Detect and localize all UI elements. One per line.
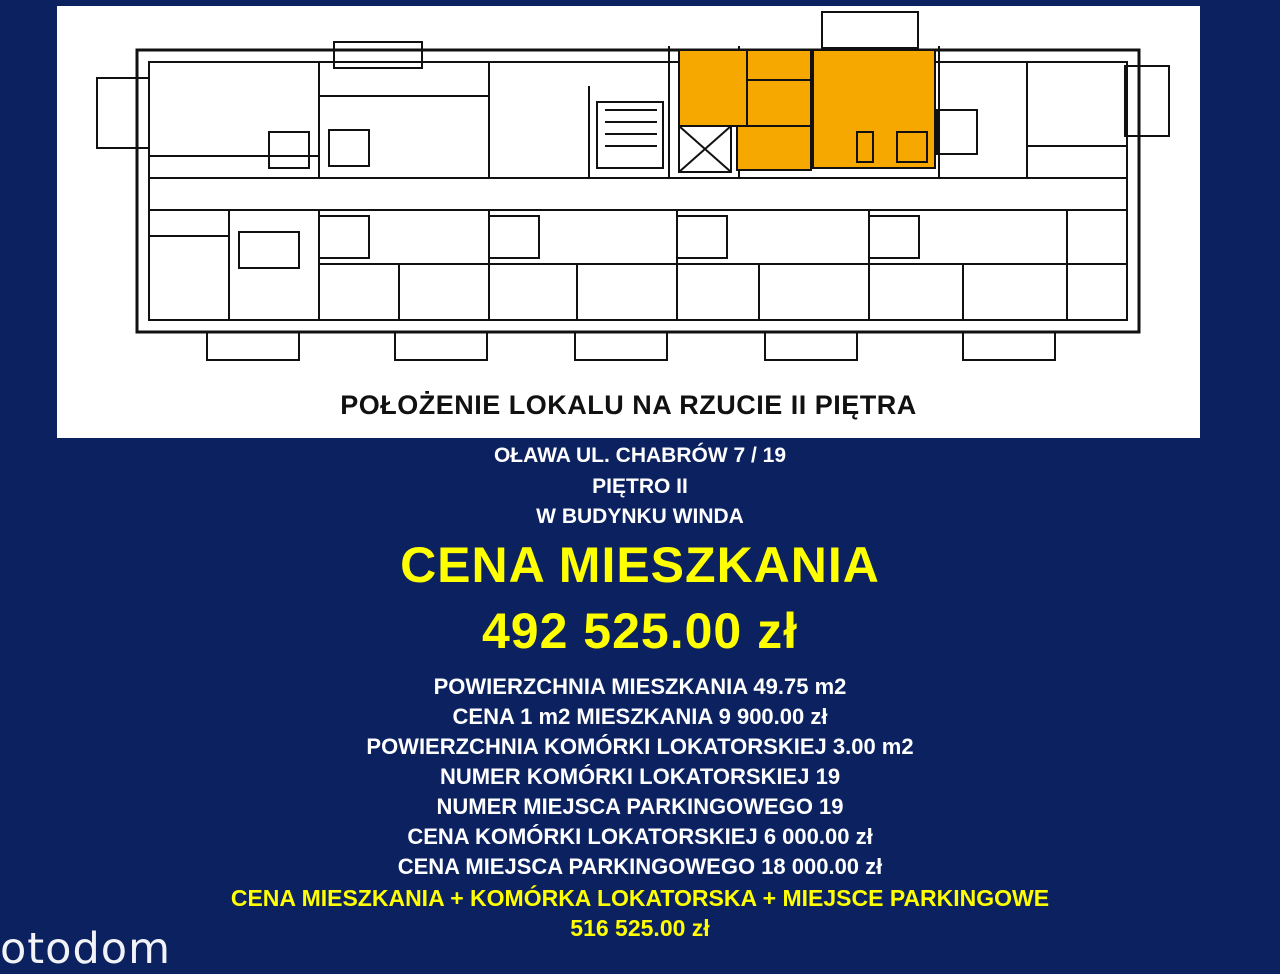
price-value: 492 525.00 zł <box>481 603 799 659</box>
elevator-line: W BUDYNKU WINDA <box>536 505 744 528</box>
highlighted-apartment <box>679 50 935 170</box>
floor-line: PIĘTRO II <box>592 475 688 498</box>
total-label: CENA MIESZKANIA + KOMÓRKA LOKATORSKA + MIEJSCE PARKINGOWE <box>230 885 1050 911</box>
total-value: 516 525.00 zł <box>570 915 710 941</box>
detail-parking-price: CENA MIEJSCA PARKINGOWEGO 18 000.00 zł <box>397 854 883 879</box>
detail-parking-number: NUMER MIEJSCA PARKINGOWEGO 19 <box>436 794 844 819</box>
detail-storage-area: POWIERZCHNIA KOMÓRKI LOKATORSKIEJ 3.00 m2 <box>366 734 914 759</box>
detail-area: POWIERZCHNIA MIESZKANIA 49.75 m2 <box>433 674 847 699</box>
otodom-watermark: otodom <box>0 924 171 974</box>
floor-plan-panel <box>57 6 1200 438</box>
floor-plan-drawing <box>57 6 1200 438</box>
address-line: OŁAWA UL. CHABRÓW 7 / 19 <box>493 444 787 467</box>
plan-caption: POŁOŻENIE LOKALU NA RZUCIE II PIĘTRA <box>340 390 917 420</box>
detail-price-per-m2: CENA 1 m2 MIESZKANIA 9 900.00 zł <box>452 704 828 729</box>
price-heading: CENA MIESZKANIA <box>400 537 880 593</box>
detail-storage-number: NUMER KOMÓRKI LOKATORSKIEJ 19 <box>439 764 841 789</box>
detail-storage-price: CENA KOMÓRKI LOKATORSKIEJ 6 000.00 zł <box>407 824 873 849</box>
